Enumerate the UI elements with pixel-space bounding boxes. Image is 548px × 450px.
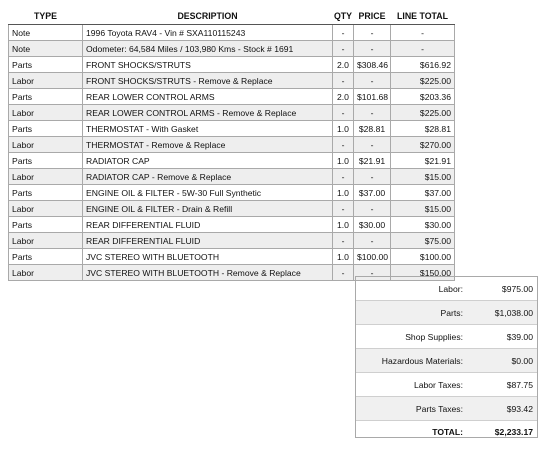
table-row — [9, 105, 455, 121]
summary-value: $1,038.00 — [494, 307, 533, 318]
table-row — [9, 41, 455, 57]
cell-line-total: - — [391, 41, 455, 57]
cell-description: THERMOSTAT - With Gasket — [83, 121, 333, 137]
cell-type: Parts — [9, 217, 83, 233]
cell-qty: - — [333, 25, 354, 41]
summary-value: $39.00 — [506, 331, 533, 342]
cell-qty: 1.0 — [333, 217, 354, 233]
cell-description: 1996 Toyota RAV4 - Vin # SXA110115243 — [83, 25, 333, 41]
cell-price: - — [354, 25, 391, 41]
table-row — [9, 57, 455, 73]
summary-label: Shop Supplies: — [405, 331, 463, 342]
cell-description: JVC STEREO WITH BLUETOOTH - Remove & Replace — [83, 265, 333, 281]
column-header-qty: QTY — [333, 8, 354, 25]
table-row — [9, 89, 455, 105]
cell-description: JVC STEREO WITH BLUETOOTH — [83, 249, 333, 265]
cell-price: - — [354, 201, 391, 217]
cell-line-total: $150.00 — [391, 265, 455, 281]
cell-description: ENGINE OIL & FILTER - Drain & Refill — [83, 201, 333, 217]
cell-qty: - — [333, 233, 354, 249]
cell-type: Parts — [9, 121, 83, 137]
cell-price: $21.91 — [354, 153, 391, 169]
summary-row — [356, 397, 537, 421]
cell-description: REAR DIFFERENTIAL FLUID — [83, 233, 333, 249]
summary-row — [356, 421, 537, 443]
cell-line-total: $270.00 — [391, 137, 455, 153]
cell-price: $28.81 — [354, 121, 391, 137]
cell-qty: 2.0 — [333, 57, 354, 73]
cell-price: $101.68 — [354, 89, 391, 105]
summary-row — [356, 373, 537, 397]
table-row — [9, 217, 455, 233]
cell-description: FRONT SHOCKS/STRUTS - Remove & Replace — [83, 73, 333, 89]
cell-line-total: $30.00 — [391, 217, 455, 233]
table-row — [9, 153, 455, 169]
cell-description: REAR LOWER CONTROL ARMS — [83, 89, 333, 105]
cell-type: Parts — [9, 89, 83, 105]
summary-label: Labor Taxes: — [413, 379, 463, 390]
table-row — [9, 169, 455, 185]
cell-type: Labor — [9, 201, 83, 217]
summary-label: TOTAL: — [432, 427, 463, 437]
cell-type: Parts — [9, 57, 83, 73]
column-header-line-total: LINE TOTAL — [391, 8, 455, 25]
summary-value: $93.42 — [506, 403, 533, 414]
cell-qty: 1.0 — [333, 121, 354, 137]
cell-type: Labor — [9, 105, 83, 121]
cell-description: FRONT SHOCKS/STRUTS — [83, 57, 333, 73]
totals-summary — [355, 276, 538, 438]
summary-value: $975.00 — [501, 283, 533, 294]
cell-qty: 1.0 — [333, 185, 354, 201]
column-header-price: PRICE — [354, 8, 391, 25]
invoice-line-items-table — [8, 8, 455, 281]
cell-description: RADIATOR CAP - Remove & Replace — [83, 169, 333, 185]
cell-type: Labor — [9, 137, 83, 153]
cell-description: REAR DIFFERENTIAL FLUID — [83, 217, 333, 233]
summary-value: $87.75 — [506, 379, 533, 390]
cell-qty: - — [333, 265, 354, 281]
cell-type: Note — [9, 25, 83, 41]
cell-line-total: $15.00 — [391, 169, 455, 185]
cell-line-total: $15.00 — [391, 201, 455, 217]
cell-description: Odometer: 64,584 Miles / 103,980 Kms - Stock # 1691 — [83, 41, 333, 57]
cell-line-total: $100.00 — [391, 249, 455, 265]
summary-row — [356, 325, 537, 349]
cell-price: $30.00 — [354, 217, 391, 233]
cell-qty: 2.0 — [333, 89, 354, 105]
cell-qty: - — [333, 169, 354, 185]
summary-label: Labor: — [438, 283, 463, 294]
cell-qty: - — [333, 201, 354, 217]
table-header-row — [9, 8, 455, 25]
cell-type: Parts — [9, 249, 83, 265]
cell-description: ENGINE OIL & FILTER - 5W-30 Full Synthetic — [83, 185, 333, 201]
cell-line-total: $225.00 — [391, 105, 455, 121]
cell-price: $100.00 — [354, 249, 391, 265]
cell-line-total: $75.00 — [391, 233, 455, 249]
summary-row — [356, 277, 537, 301]
table-row — [9, 185, 455, 201]
summary-value: $0.00 — [511, 355, 533, 366]
cell-line-total: $225.00 — [391, 73, 455, 89]
cell-price: - — [354, 233, 391, 249]
cell-line-total: $21.91 — [391, 153, 455, 169]
summary-label: Hazardous Materials: — [381, 355, 463, 366]
table-row — [9, 249, 455, 265]
cell-type: Note — [9, 41, 83, 57]
cell-qty: 1.0 — [333, 153, 354, 169]
table-row — [9, 25, 455, 41]
summary-value: $2,233.17 — [494, 427, 533, 437]
cell-type: Labor — [9, 265, 83, 281]
cell-type: Labor — [9, 233, 83, 249]
column-header-description: DESCRIPTION — [83, 8, 333, 25]
cell-qty: - — [333, 105, 354, 121]
cell-line-total: $203.36 — [391, 89, 455, 105]
cell-line-total: $616.92 — [391, 57, 455, 73]
cell-price: - — [354, 137, 391, 153]
summary-row — [356, 301, 537, 325]
cell-price: $308.46 — [354, 57, 391, 73]
cell-line-total: - — [391, 25, 455, 41]
table-row — [9, 201, 455, 217]
cell-qty: 1.0 — [333, 249, 354, 265]
line-items-body — [9, 25, 455, 281]
table-row — [9, 73, 455, 89]
cell-price: - — [354, 265, 391, 281]
cell-price: - — [354, 73, 391, 89]
cell-price: - — [354, 169, 391, 185]
cell-price: - — [354, 41, 391, 57]
column-header-type: TYPE — [9, 8, 83, 25]
summary-row — [356, 349, 537, 373]
cell-type: Parts — [9, 153, 83, 169]
cell-price: - — [354, 105, 391, 121]
summary-label: Parts: — [440, 307, 463, 318]
cell-line-total: $28.81 — [391, 121, 455, 137]
table-row — [9, 233, 455, 249]
cell-description: RADIATOR CAP — [83, 153, 333, 169]
cell-qty: - — [333, 73, 354, 89]
cell-type: Labor — [9, 169, 83, 185]
table-row — [9, 121, 455, 137]
cell-qty: - — [333, 41, 354, 57]
cell-description: THERMOSTAT - Remove & Replace — [83, 137, 333, 153]
cell-type: Parts — [9, 185, 83, 201]
table-row — [9, 137, 455, 153]
cell-price: $37.00 — [354, 185, 391, 201]
cell-line-total: $37.00 — [391, 185, 455, 201]
summary-label: Parts Taxes: — [415, 403, 463, 414]
cell-qty: - — [333, 137, 354, 153]
cell-type: Labor — [9, 73, 83, 89]
cell-description: REAR LOWER CONTROL ARMS - Remove & Replace — [83, 105, 333, 121]
